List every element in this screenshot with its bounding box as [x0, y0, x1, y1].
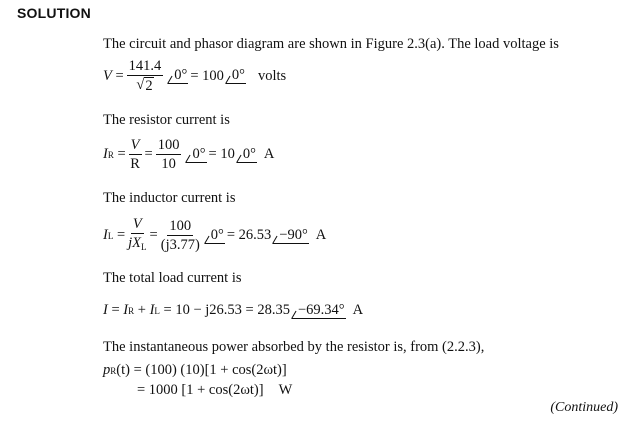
- eq1-den: 2: [145, 78, 153, 94]
- eq1-lhs: V: [103, 67, 112, 84]
- eq1-mid: = 100: [190, 67, 224, 84]
- instantaneous-power-text: The instantaneous power absorbed by the resistor is, from (2.2.3),: [103, 339, 485, 355]
- eq4-ir: I: [123, 302, 129, 318]
- eq4-ir-sub: R: [128, 305, 135, 316]
- eq1-num: 141.4: [128, 58, 162, 74]
- eq4-eq: =: [107, 302, 124, 318]
- eq3-frac1-den: jX: [128, 235, 142, 251]
- eq3-lhs-sub: L: [107, 230, 114, 241]
- intro-text: The circuit and phasor diagram are shown in Figure 2.3(a). The load voltage is: [103, 36, 559, 52]
- eq2-mid: = 10: [208, 146, 235, 162]
- equation-power-2: [137, 382, 292, 399]
- solution-heading: SOLUTION: [17, 5, 91, 21]
- eq3-frac2-den: (j3.77): [160, 237, 200, 253]
- total-current-text: The total load current is: [103, 270, 242, 286]
- eq4-lhs: I: [103, 302, 108, 318]
- eq3-mid: = 26.53: [226, 227, 272, 243]
- eq2-fraction-1: [129, 137, 142, 172]
- eq6-unit: W: [278, 382, 293, 398]
- equation-resistor-current: I R = $\frac{V}{R}$ = $\frac{100}{10}$ 0° = 10 0° A: [103, 137, 275, 172]
- eq4-il-sub: L: [154, 305, 160, 316]
- eq3-frac1-den-sub: L: [141, 242, 147, 252]
- eq1-unit: volts: [257, 67, 287, 84]
- eq1-angle-1: 0°: [168, 68, 188, 84]
- equation-load-voltage: V = 141.4 √ 2 0° = 100 0° volts: [103, 58, 287, 94]
- eq2-frac2-den: 10: [161, 156, 176, 172]
- eq3-fraction-2: [161, 218, 200, 253]
- eq6-rhs: = 1000 [1 + cos(2ωt)]: [137, 382, 264, 398]
- eq4-unit: A: [352, 302, 364, 318]
- eq4-rhs: = 10 − j26.53 = 28.35: [159, 302, 290, 318]
- eq3-fraction-1: [128, 216, 146, 255]
- eq1-angle-2: 0°: [226, 68, 246, 84]
- eq2-frac2-num: 100: [157, 137, 180, 153]
- eq5-lhs-sub: R: [110, 365, 117, 376]
- eq5-rhs: (t) = (100) (10)[1 + cos(2ωt)]: [116, 362, 287, 378]
- eq3-frac2-num: 100: [169, 218, 192, 234]
- eq3-frac1-num: V: [132, 216, 142, 232]
- eq1-fraction: 141.4 √ 2: [128, 58, 162, 94]
- eq2-fraction-2: [156, 137, 182, 172]
- equation-power-1: [103, 362, 287, 379]
- eq3-angle-1: 0°: [205, 228, 225, 244]
- inductor-current-text: The inductor current is: [103, 190, 236, 206]
- eq2-frac1-num: V: [130, 137, 140, 153]
- eq4-angle: −69.34°: [292, 303, 346, 319]
- equation-total-current: I = I R + I L = 10 − j26.53 = 28.35 −69.34° A: [103, 301, 364, 318]
- resistor-current-text: The resistor current is: [103, 112, 230, 128]
- eq5-lhs: p: [103, 362, 111, 378]
- eq2-lhs-sub: R: [107, 149, 114, 160]
- eq4-il: I: [149, 302, 155, 318]
- eq2-angle-2: 0°: [237, 147, 257, 163]
- continued-label: (Continued): [550, 400, 618, 415]
- eq3-unit: A: [315, 227, 327, 243]
- eq2-angle-1: 0°: [186, 147, 206, 163]
- eq3-angle-2: −90°: [273, 228, 308, 244]
- eq2-lhs: I: [103, 146, 108, 162]
- eq2-frac1-den: R: [130, 156, 140, 172]
- eq3-lhs: I: [103, 227, 108, 243]
- eq2-unit: A: [263, 146, 275, 162]
- equation-inductor-current: I L = $\frac{V}{jX_L}$ = $\frac{100}{(j3.77)}$ 0° = 26.53 −90° A: [103, 216, 327, 253]
